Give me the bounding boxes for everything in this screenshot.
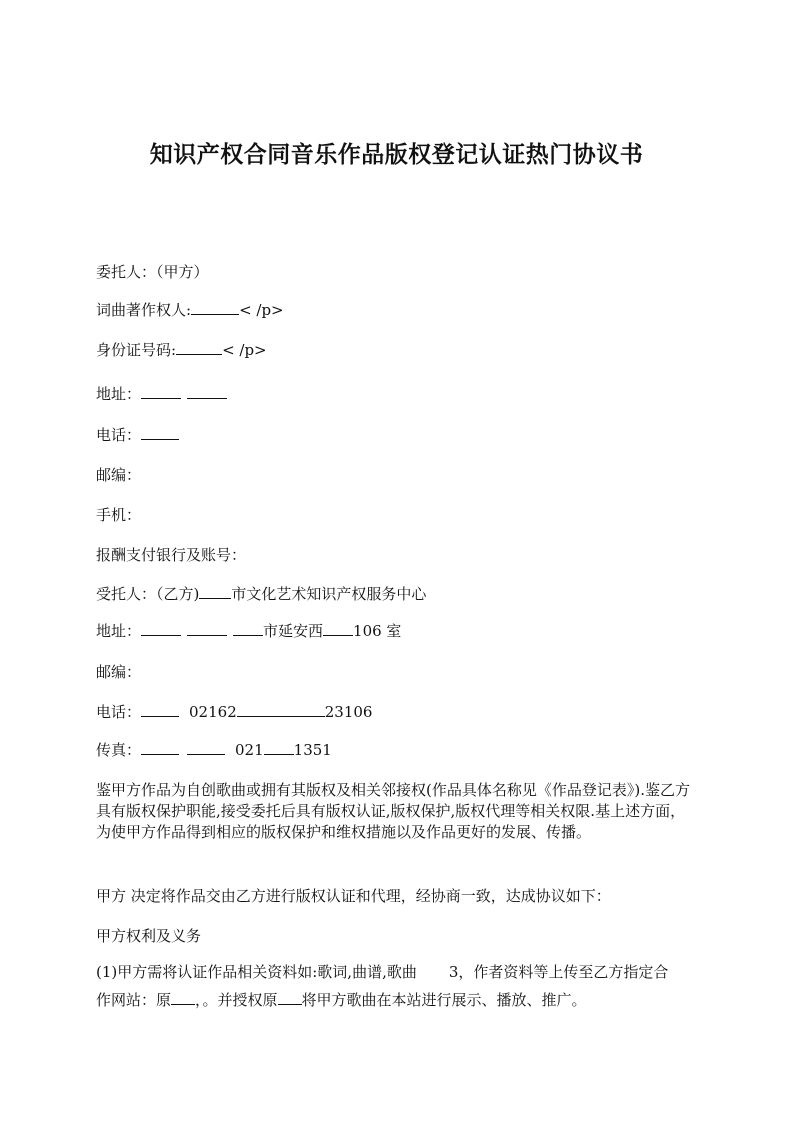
blank-underline [187,621,227,636]
id-number-line [96,340,267,360]
blank-underline [141,621,181,636]
rights-holder-label: 词曲著作权人: [96,301,192,319]
agent-heading-prefix: 受托人：（乙方) [96,585,200,603]
document-title: 知识产权合同音乐作品版权登记认证热门协议书 [149,142,644,168]
clause-1-text-e: 将甲方歌曲在本站进行展示、播放、推广。 [301,991,587,1009]
agent-fax-part-b: 1351 [293,741,332,759]
client-address-line [96,384,227,404]
agent-postcode-label: 邮编： [96,663,142,681]
section-heading: 甲方权利及义务 [96,927,202,945]
agent-heading-suffix: 市文化艺术知识产权服务中心 [231,585,427,603]
blank-underline [191,300,239,315]
preamble-paragraph: 鉴甲方作品为自创歌曲或拥有其版权及相关邻接权(作品具体名称见《作品登记表》).鉴乙方具有版权保护职能,接受委托后具有版权认证,版权保护,版权代理等相关权限.基上述方面，为使甲方作品得到相应的版权保护和维权措施以及作品更好的发展、传播。 [96,781,690,841]
blank-underline [323,621,353,636]
agent-address-suffix-a: 市延安西 [263,622,324,640]
clause-1-text-b: 3，作者资料等上传至乙方指定合 [448,963,669,981]
client-postcode-label: 邮编： [96,466,142,484]
clause-1-text-a: (1)甲方需将认证作品相关资料如:歌词,曲谱,歌曲 [96,963,417,981]
blank-underline [171,990,195,1005]
clause-1-line-2 [96,990,587,1010]
decision-line: 甲方 决定将作品交由乙方进行版权认证和代理，经协商一致，达成协议如下： [96,887,611,905]
rights-holder-suffix: < /p> [239,301,284,319]
id-number-label: 身份证号码: [96,341,177,359]
blank-underline [187,384,227,399]
blank-underline [278,990,302,1005]
agent-phone-part-b: 23106 [324,703,373,721]
blank-underline [264,740,294,755]
agent-phone-part-a: 02162 [189,703,237,721]
agent-fax-line [96,740,332,760]
blank-underline [233,621,263,636]
agent-heading-line [96,584,426,604]
blank-underline [141,384,181,399]
blank-underline [141,740,179,755]
client-bank-label: 报酬支付银行及账号： [96,546,247,564]
client-mobile-label: 手机： [96,506,142,524]
rights-holder-line [96,300,284,320]
blank-underline [141,702,179,717]
blank-underline [237,702,325,717]
client-address-label: 地址： [96,385,142,403]
blank-underline [199,584,231,599]
blank-underline [176,340,222,355]
client-heading: 委托人：（甲方） [96,263,209,281]
blank-underline [187,740,225,755]
agent-phone-label: 电话： [96,703,142,721]
agent-fax-part-a: 021 [235,741,264,759]
client-phone-label: 电话： [96,426,142,444]
agent-phone-line [96,702,372,722]
clause-1-text-d: ，。并授权原 [195,991,278,1009]
agent-address-suffix-b: 106 室 [353,622,402,640]
blank-underline [141,425,179,440]
clause-1-text-c: 作网站：原 [96,991,172,1009]
client-phone-line [96,425,179,445]
agent-fax-label: 传真： [96,741,142,759]
clause-1-line-1 [96,962,668,982]
agent-address-line [96,621,401,641]
id-number-suffix: < /p> [222,341,267,359]
agent-address-label: 地址： [96,622,142,640]
